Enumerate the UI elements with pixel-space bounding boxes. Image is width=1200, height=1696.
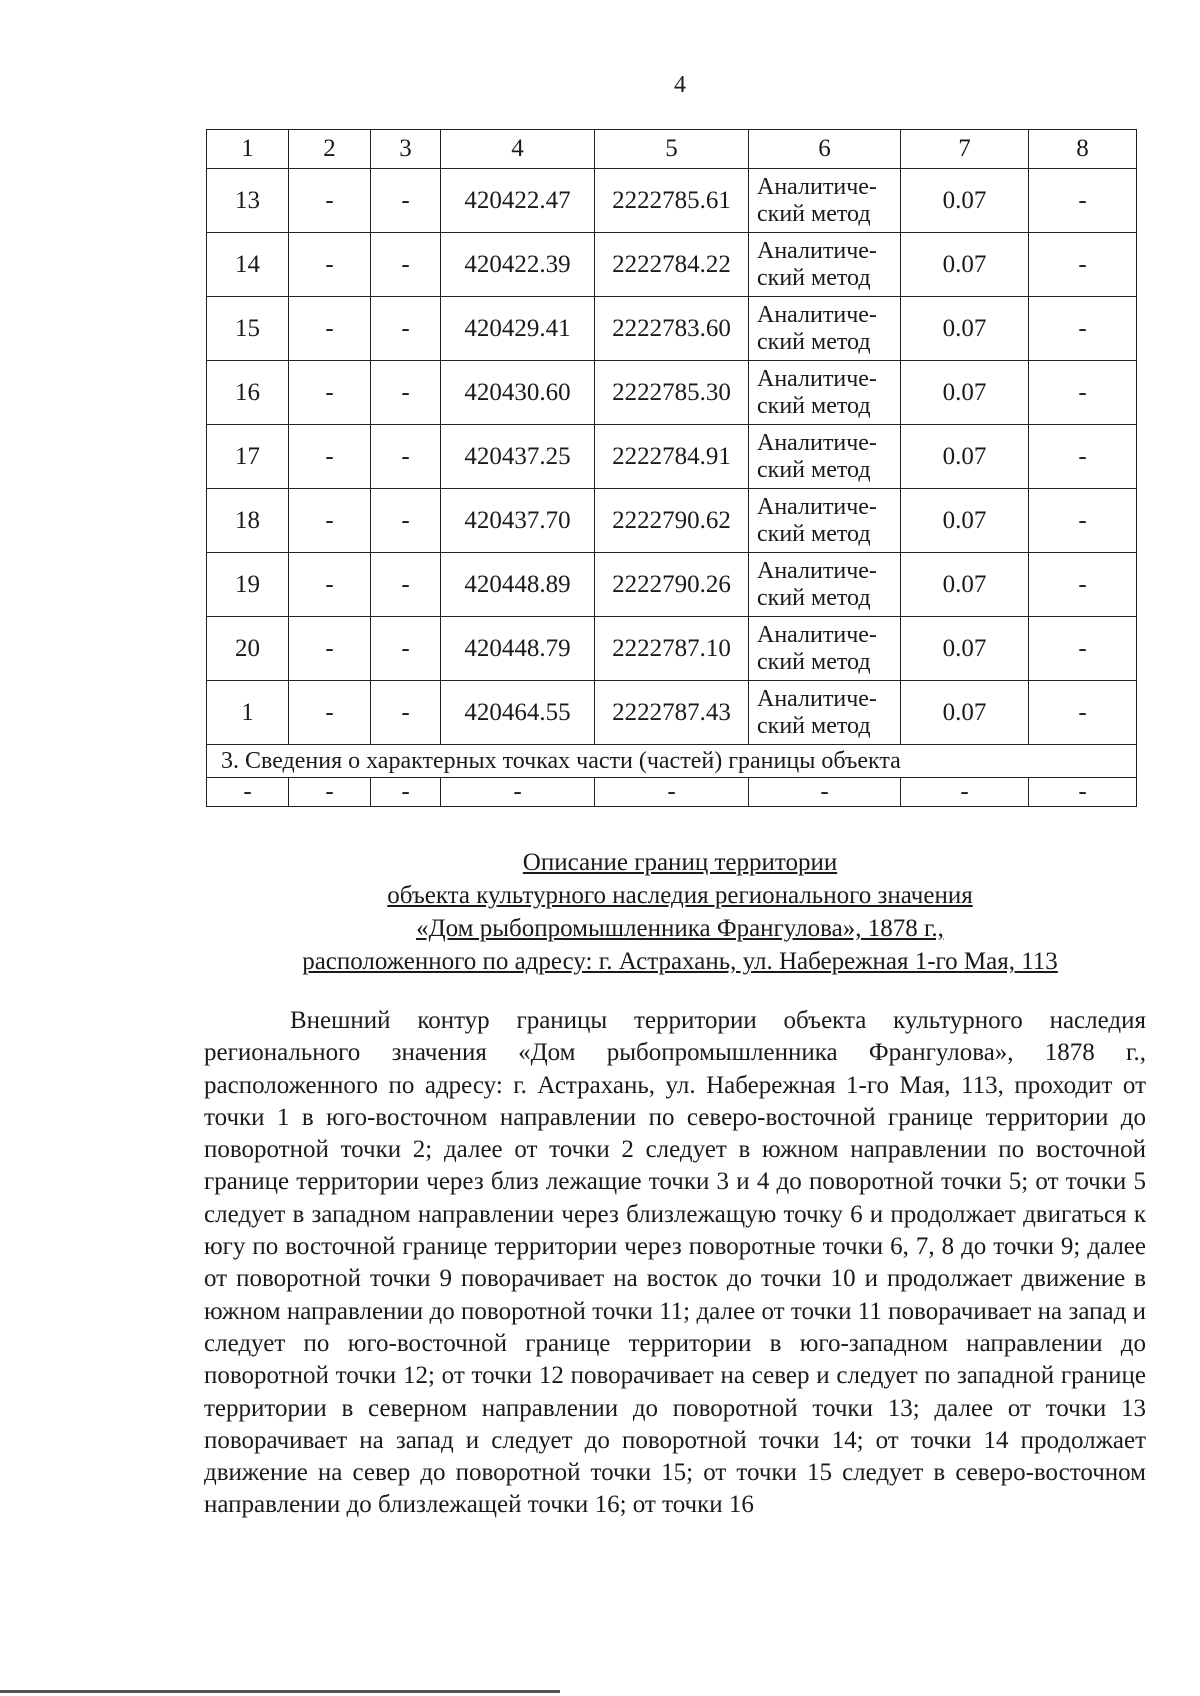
table-cell: - [371, 425, 441, 489]
table-cell: - [289, 169, 371, 233]
table-cell: - [1029, 297, 1137, 361]
point-number-cell: 15 [207, 297, 289, 361]
method-cell: Аналитиче-ский метод [749, 425, 901, 489]
table-cell: - [1029, 778, 1137, 807]
table-row [207, 169, 1137, 233]
table-row [207, 681, 1137, 745]
table-row [207, 489, 1137, 553]
header-cell: 4 [441, 130, 595, 169]
empty-row [207, 778, 1137, 807]
heading-line: Описание границ территории [522, 849, 838, 876]
accuracy-cell: 0.07 [901, 489, 1029, 553]
heading-line: «Дом рыбопромышленника Франгулова», 1878 г., [416, 915, 944, 942]
method-cell: Аналитиче-ский метод [749, 553, 901, 617]
header-cell: 3 [371, 130, 441, 169]
y-coordinate-cell: 2222790.26 [595, 553, 749, 617]
point-number-cell: 17 [207, 425, 289, 489]
table-cell: - [1029, 553, 1137, 617]
y-coordinate-cell: 2222785.61 [595, 169, 749, 233]
table-cell: - [289, 553, 371, 617]
table-cell: - [1029, 361, 1137, 425]
section-heading [240, 846, 1120, 978]
table-cell: - [1029, 425, 1137, 489]
heading-line: объекта культурного наследия регионального значения [387, 882, 973, 909]
table-row [207, 297, 1137, 361]
table-cell: - [289, 361, 371, 425]
accuracy-cell: 0.07 [901, 361, 1029, 425]
header-cell: 2 [289, 130, 371, 169]
table-cell: - [289, 425, 371, 489]
accuracy-cell: 0.07 [901, 425, 1029, 489]
page-number: 4 [674, 72, 686, 98]
accuracy-cell: 0.07 [901, 233, 1029, 297]
point-number-cell: 13 [207, 169, 289, 233]
table-row [207, 617, 1137, 681]
heading-line: расположенного по адресу: г. Астрахань, ул. Набережная 1-го Мая, 113 [302, 948, 1058, 975]
table-cell: - [1029, 169, 1137, 233]
point-number-cell: 14 [207, 233, 289, 297]
header-cell: 8 [1029, 130, 1137, 169]
method-cell: Аналитиче-ский метод [749, 169, 901, 233]
coordinates-table [206, 129, 1137, 807]
table-cell: - [289, 297, 371, 361]
table-cell: - [289, 681, 371, 745]
y-coordinate-cell: 2222783.60 [595, 297, 749, 361]
x-coordinate-cell: 420464.55 [441, 681, 595, 745]
section-row [207, 745, 1137, 778]
x-coordinate-cell: 420437.25 [441, 425, 595, 489]
x-coordinate-cell: 420437.70 [441, 489, 595, 553]
table-cell: - [371, 169, 441, 233]
method-cell: Аналитиче-ский метод [749, 297, 901, 361]
table-cell: - [289, 233, 371, 297]
method-cell: Аналитиче-ский метод [749, 233, 901, 297]
table-cell: - [371, 617, 441, 681]
x-coordinate-cell: 420429.41 [441, 297, 595, 361]
header-cell: 7 [901, 130, 1029, 169]
y-coordinate-cell: 2222784.22 [595, 233, 749, 297]
point-number-cell: 19 [207, 553, 289, 617]
table-cell: - [371, 361, 441, 425]
point-number-cell: 20 [207, 617, 289, 681]
boundary-description-paragraph: Внешний контур границы территории объекта культурного наследия регионального значения «Дом рыбопромышленника Франгулова», 1878 г., расположенного по адресу: г. Астрахань, ул. Набережная 1-го Мая, 113, проходит от точки 1 в юго-восточном направлении по северо-восточной границе территории до поворотной точки 2; далее от точки 2 следует в южном направлении по восточной границе территории через близ лежащие точки 3 и 4 до поворотной точки 5; от точки 5 следует в западном направлении через близлежащую точку 6 и продолжает двигаться к югу по восточной границе территории через поворотные точки 6, 7, 8 до точки 9; далее от поворотной точки 9 поворачивает на восток до точки 10 и продолжает движение в южном направлении до поворотной точки 11; далее от точки 11 поворачивает на запад и следует по юго-восточной границе территории в юго-западном направлении до поворотной точки 12; от точки 12 поворачивает на север и следует по западной границе территории в северном направлении до поворотной точки 13; далее от точки 13 поворачивает на запад и следует до поворотной точки 14; от точки 14 продолжает движение на север до поворотной точки 15; от точки 15 следует в северо-восточном направлении до близлежащей точки 16; от точки 16 [204, 1007, 1146, 1519]
table-cell: - [901, 778, 1029, 807]
table-row [207, 425, 1137, 489]
x-coordinate-cell: 420448.79 [441, 617, 595, 681]
table-cell: - [371, 233, 441, 297]
table-header-row [207, 130, 1137, 169]
table-cell: - [595, 778, 749, 807]
table-cell: - [1029, 681, 1137, 745]
x-coordinate-cell: 420430.60 [441, 361, 595, 425]
table-cell: - [371, 681, 441, 745]
header-cell: 1 [207, 130, 289, 169]
table-cell: - [371, 553, 441, 617]
y-coordinate-cell: 2222784.91 [595, 425, 749, 489]
accuracy-cell: 0.07 [901, 297, 1029, 361]
table-cell: - [749, 778, 901, 807]
method-cell: Аналитиче-ский метод [749, 617, 901, 681]
scan-artifact-line [0, 1690, 560, 1693]
table-cell: - [371, 489, 441, 553]
table-cell: - [289, 489, 371, 553]
table-cell: - [289, 617, 371, 681]
x-coordinate-cell: 420422.39 [441, 233, 595, 297]
point-number-cell: 1 [207, 681, 289, 745]
header-cell: 6 [749, 130, 901, 169]
table-cell: - [207, 778, 289, 807]
y-coordinate-cell: 2222787.43 [595, 681, 749, 745]
accuracy-cell: 0.07 [901, 681, 1029, 745]
table-cell: - [1029, 489, 1137, 553]
table-cell: - [289, 778, 371, 807]
method-cell: Аналитиче-ский метод [749, 489, 901, 553]
table-cell: - [1029, 233, 1137, 297]
table-row [207, 361, 1137, 425]
table-cell: - [1029, 617, 1137, 681]
y-coordinate-cell: 2222785.30 [595, 361, 749, 425]
x-coordinate-cell: 420422.47 [441, 169, 595, 233]
method-cell: Аналитиче-ский метод [749, 681, 901, 745]
table-cell: - [371, 297, 441, 361]
table-cell: - [371, 778, 441, 807]
x-coordinate-cell: 420448.89 [441, 553, 595, 617]
y-coordinate-cell: 2222790.62 [595, 489, 749, 553]
method-cell: Аналитиче-ский метод [749, 361, 901, 425]
table-cell: - [441, 778, 595, 807]
table-row [207, 553, 1137, 617]
table-row [207, 233, 1137, 297]
section-title: 3. Сведения о характерных точках части (частей) границы объекта [207, 745, 1137, 778]
accuracy-cell: 0.07 [901, 617, 1029, 681]
y-coordinate-cell: 2222787.10 [595, 617, 749, 681]
accuracy-cell: 0.07 [901, 553, 1029, 617]
header-cell: 5 [595, 130, 749, 169]
point-number-cell: 16 [207, 361, 289, 425]
point-number-cell: 18 [207, 489, 289, 553]
accuracy-cell: 0.07 [901, 169, 1029, 233]
